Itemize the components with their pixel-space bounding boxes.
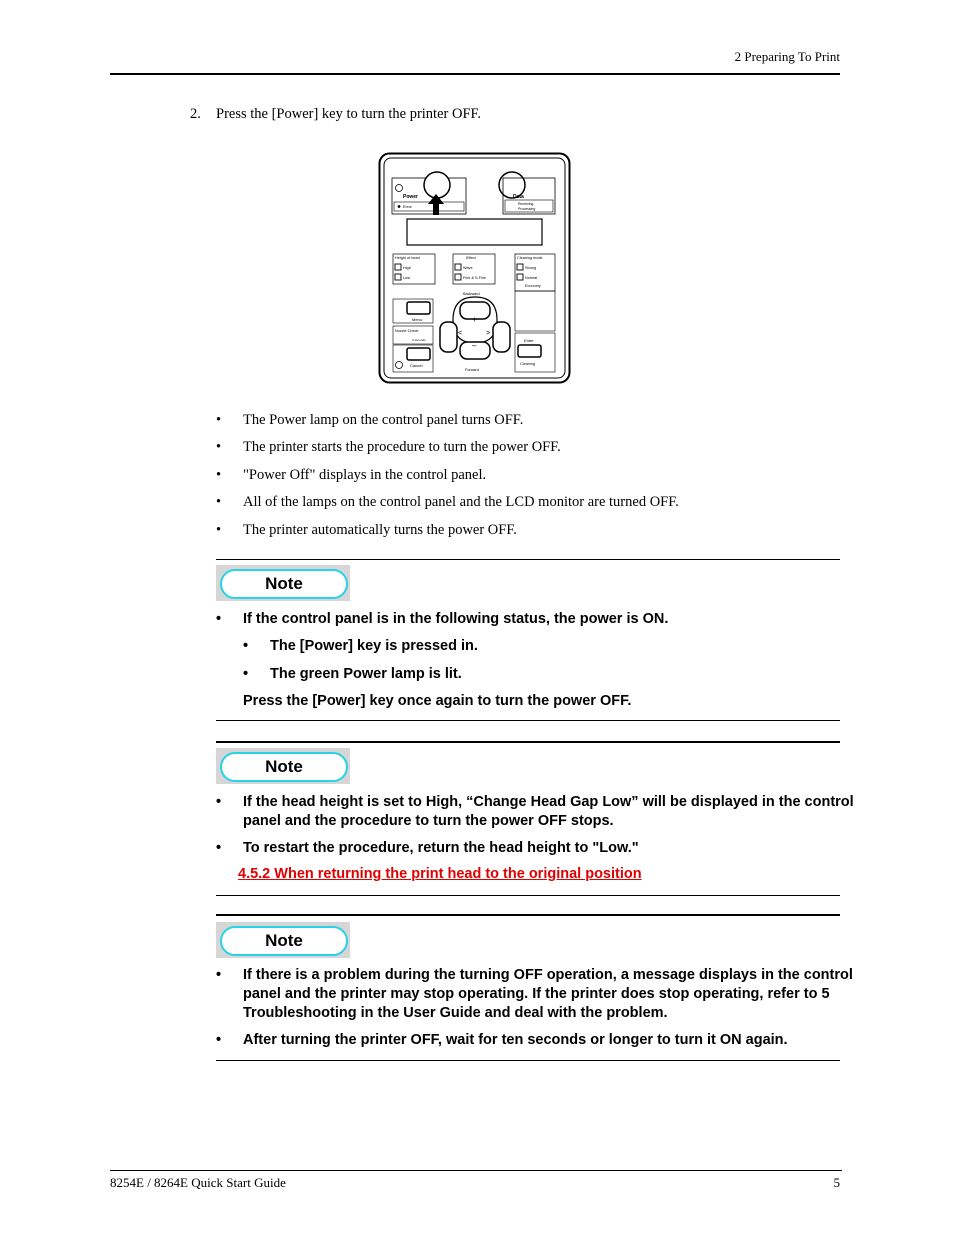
cross-reference-link[interactable]: 4.5.2 When returning the print head to the original position [238, 866, 642, 882]
strong-label: Strong [525, 266, 537, 270]
note-sub-item: • The [Power] key is pressed in. [243, 638, 478, 654]
svg-text:<: < [458, 330, 463, 337]
page-number: 5 [833, 1175, 840, 1190]
low-label: Low [403, 276, 410, 280]
note-item: • If the head height is set to High, “Change Head Gap Low” will be displayed in the control panel and the procedure to turn the power OFF stops. [216, 794, 854, 829]
note-label: Note [265, 757, 303, 776]
svg-text:+: + [472, 315, 477, 324]
svg-text:–: – [472, 341, 477, 350]
height-of-head-label: Height of head [395, 256, 420, 260]
wave-label: Wave [463, 266, 473, 270]
processing-label: Processing [518, 207, 536, 211]
note-rule [216, 895, 840, 896]
note-badge [216, 748, 350, 784]
cleaning-mode-label: Cleaning mode [517, 256, 543, 260]
cleaning-label: Cleaning [520, 362, 535, 366]
note-item: • If there is a problem during the turning OFF operation, a message displays in the control panel and the printer may stop operating. If the printer does stop operating, refer to 5 Troubleshooting in the User Guide and deal with the problem. [216, 967, 853, 1021]
note-rule [216, 914, 840, 916]
note-trailer: Press the [Power] key once again to turn the power OFF. [243, 693, 632, 709]
economy-label: Economy [525, 284, 541, 288]
control-panel-figure [378, 152, 571, 384]
menu-label: Menu [412, 317, 423, 322]
footer-title: 8254E / 8264E Quick Start Guide [110, 1175, 286, 1190]
svg-text:>: > [486, 330, 491, 337]
note-badge [216, 922, 350, 958]
effect-label: Effect [466, 256, 476, 260]
high-label: High [403, 266, 411, 270]
running-header: 2 Preparing To Print [734, 49, 840, 64]
data-label: Data [513, 194, 524, 200]
note-sub-item: • The green Power lamp is lit. [243, 666, 462, 682]
note-item: • To restart the procedure, return the head height to "Low." [216, 840, 639, 856]
receiving-label: Receiving [518, 202, 534, 206]
normal-label: Normal [525, 276, 538, 280]
note-label: Note [265, 574, 303, 593]
cancel-label: Cancel [410, 363, 423, 368]
enter-label: Enter [524, 338, 534, 343]
backward-label: Backward [463, 292, 480, 296]
note-rule [216, 741, 840, 743]
note-rule [216, 559, 840, 560]
step-number: 2. [190, 106, 201, 122]
note-label: Note [265, 931, 303, 950]
nozzle-check-label: Nozzle Check [395, 329, 419, 333]
note-rule [216, 1060, 840, 1061]
note-rule [216, 720, 840, 721]
error-label: Error [403, 204, 412, 209]
note-item: • After turning the printer OFF, wait for ten seconds or longer to turn it ON again. [216, 1032, 788, 1048]
footer-rule [110, 1170, 842, 1171]
header-rule [110, 73, 840, 75]
fine-label: Fine & S.Fine [463, 276, 487, 280]
note-item: • If the control panel is in the following status, the power is ON. [216, 611, 669, 627]
seconds-label: 3 seconds [412, 338, 426, 342]
step-text: Press the [Power] key to turn the printer OFF. [216, 106, 482, 122]
note-badge [216, 565, 350, 601]
forward-label: Forward [465, 368, 479, 372]
power-label: Power [403, 194, 419, 200]
